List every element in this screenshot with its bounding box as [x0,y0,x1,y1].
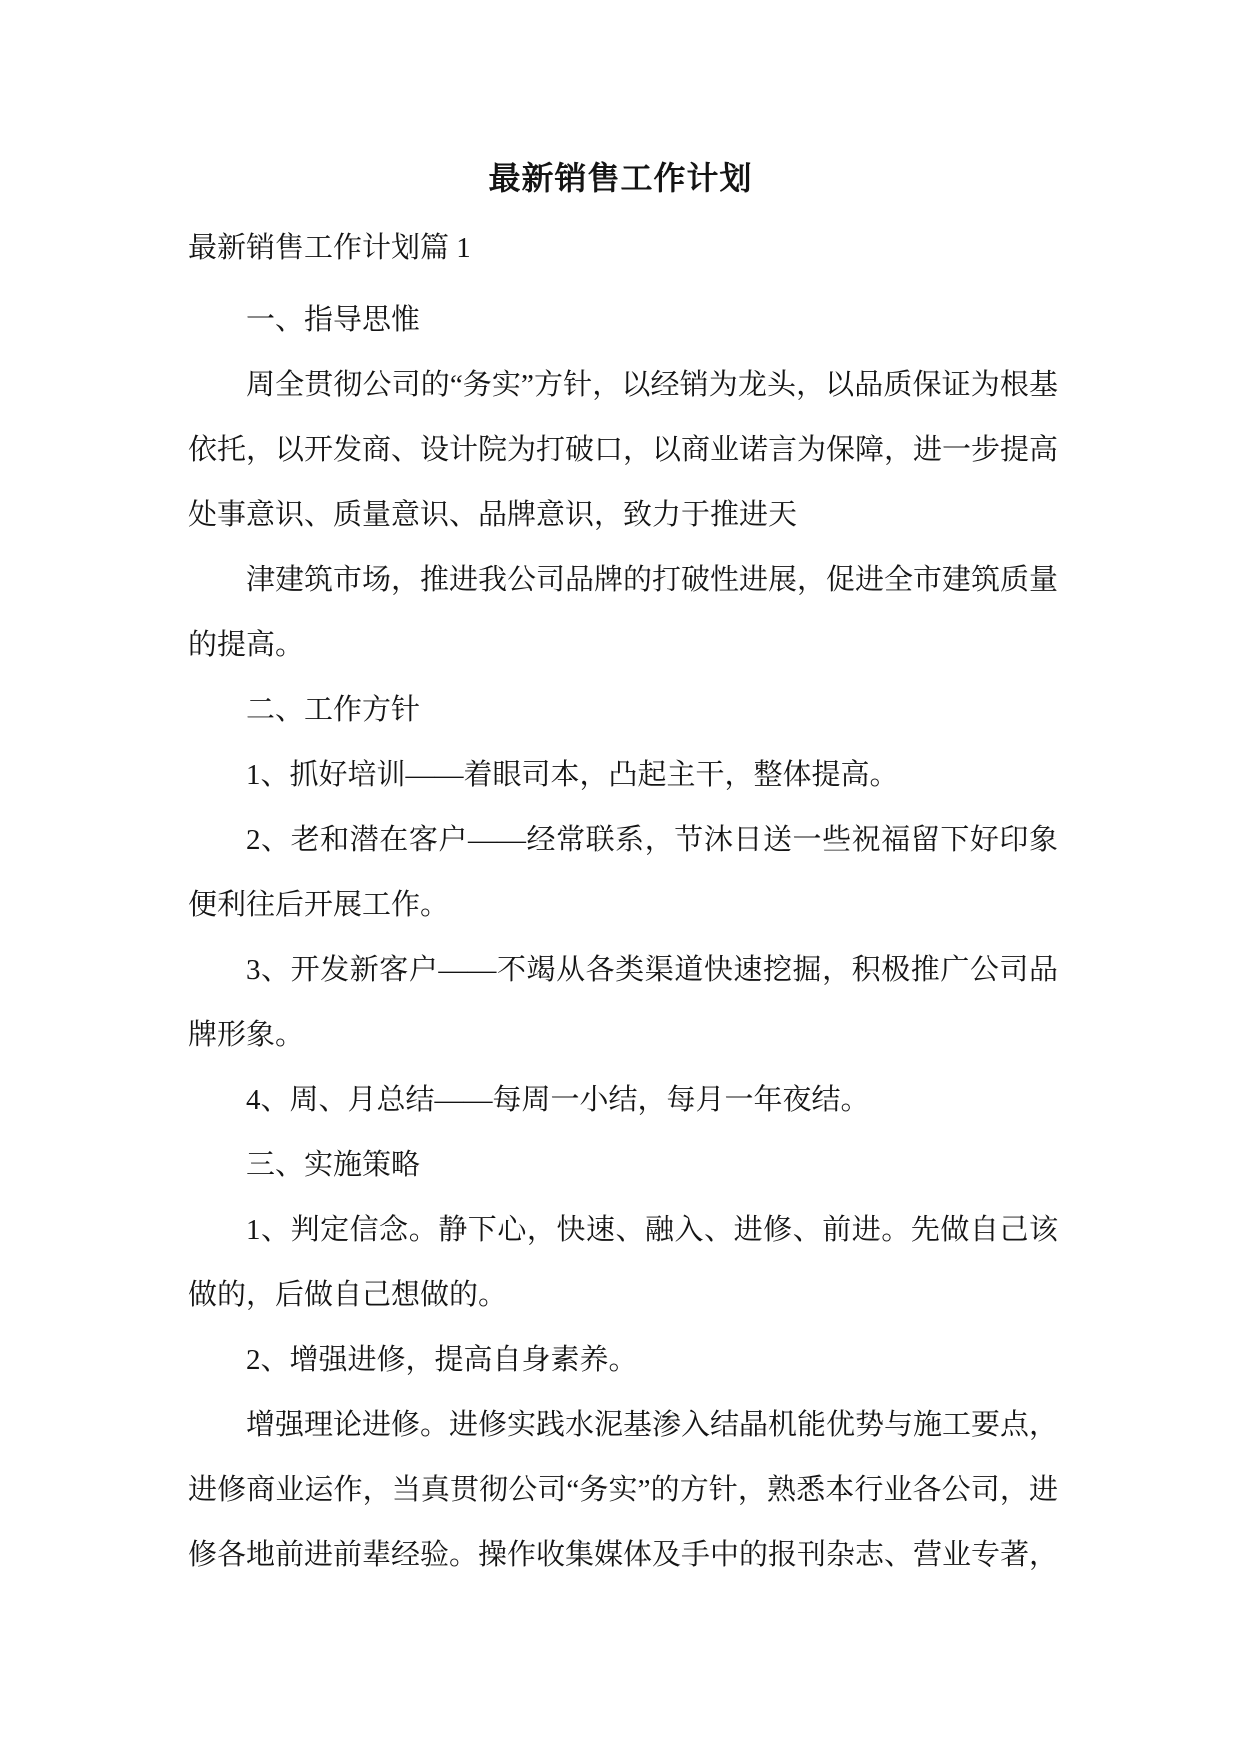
paragraph: 二、工作方针 [246,694,421,726]
paragraph: 增强理论进修。进修实践水泥基渗入结晶机能优势与施工要点，进修商业运作，当真贯彻公司“务实”的方针，熟悉本行业各公司，进修各地前进前辈经验。操作收集媒体及手中的报刊杂志、营业专著， [188,1409,1059,1571]
document-subtitle: 最新销售工作计划篇 1 [188,232,471,264]
paragraph: 津建筑市场，推进我公司品牌的打破性进展，促进全市建筑质量的提高。 [188,564,1059,661]
paragraph: 2、老和潜在客户——经常联系，节沐日送一些祝福留下好印象便利往后开展工作。 [188,824,1058,921]
paragraph: 三、实施策略 [246,1149,421,1181]
paragraph: 2、增强进修，提高自身素养。 [246,1344,638,1376]
paragraph: 1、判定信念。静下心，快速、融入、进修、前进。先做自己该做的，后做自己想做的。 [188,1214,1058,1311]
paragraph: 一、指导思惟 [246,304,421,336]
paragraph: 周全贯彻公司的“务实”方针，以经销为龙头，以品质保证为根基依托，以开发商、设计院为打破口，以商业诺言为保障，进一步提高处事意识、质量意识、品牌意识，致力于推进天 [188,369,1059,531]
paragraph: 1、抓好培训——着眼司本，凸起主干，整体提高。 [246,759,899,791]
document-title: 最新销售工作计划 [488,160,753,196]
paragraph: 3、开发新客户——不竭从各类渠道快速挖掘，积极推广公司品牌形象。 [188,954,1058,1051]
paragraph: 4、周、月总结——每周一小结，每月一年夜结。 [246,1084,870,1116]
document-body [188,288,1058,1588]
